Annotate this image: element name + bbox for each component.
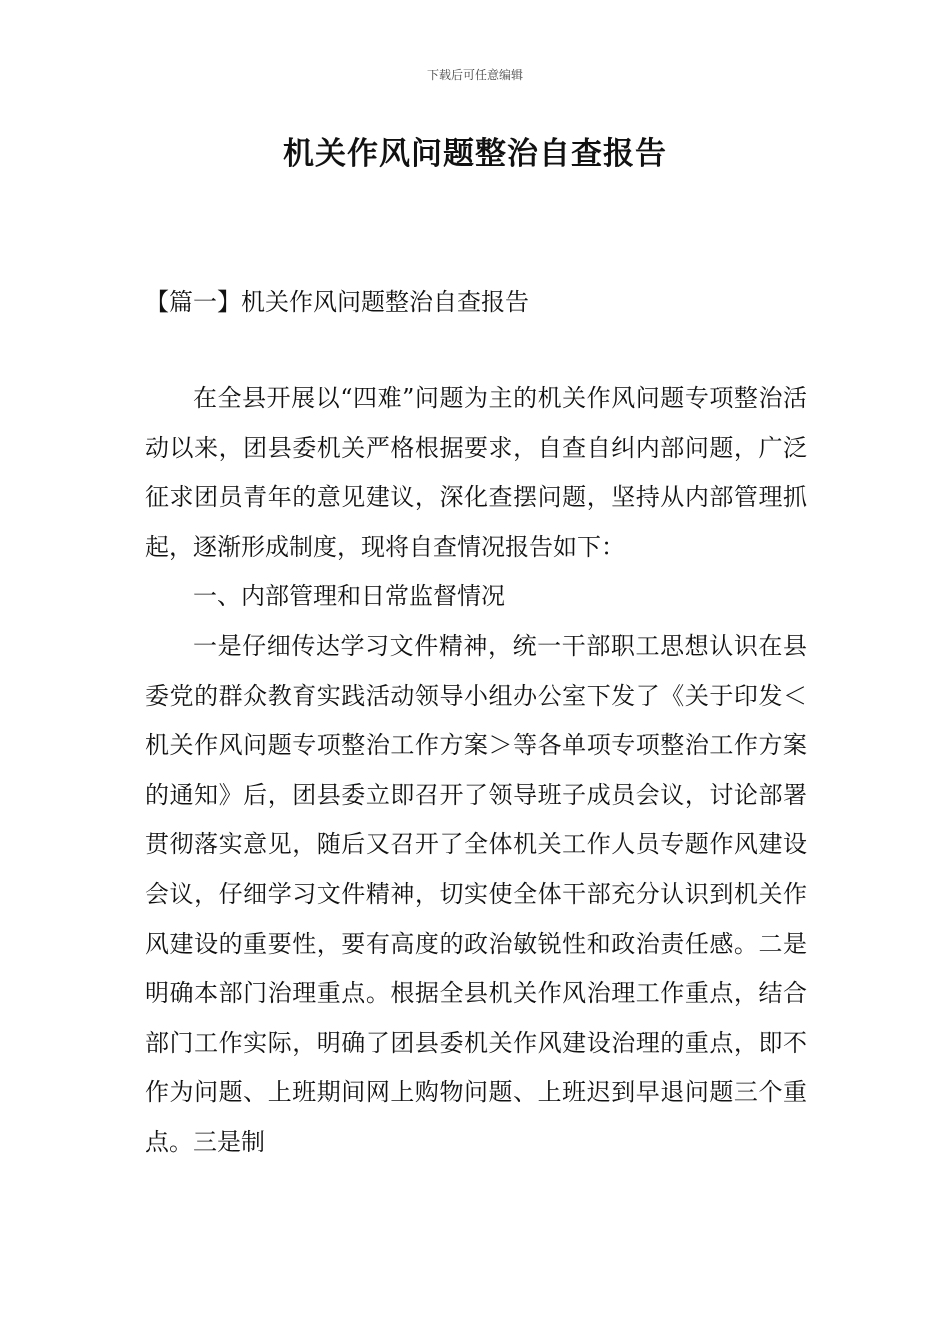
body-text bbox=[145, 374, 807, 1168]
paragraph-body: 一是仔细传达学习文件精神，统一干部职工思想认识在县委党的群众教育实践活动领导小组办公室下发了《关于印发＜机关作风问题专项整治工作方案＞等各单项专项整治工作方案的通知》后，团县委立即召开了领导班子成员会议，讨论部署贯彻落实意见，随后又召开了全体机关工作人员专题作风建设会议，仔细学习文件精神，切实使全体干部充分认识到机关作风建设的重要性，要有高度的政治敏锐性和政治责任感。二是明确本部门治理重点。根据全县机关作风治理工作重点，结合部门工作实际，明确了团县委机关作风建设治理的重点，即不作为问题、上班期间网上购物问题、上班迟到早退问题三个重点。三是制 bbox=[145, 631, 807, 1156]
document-title: 机关作风问题整治自查报告 bbox=[283, 136, 667, 172]
section-heading: 【篇一】机关作风问题整治自查报告 bbox=[145, 288, 529, 316]
paragraph-subheading: 一、内部管理和日常监督情况 bbox=[193, 582, 505, 611]
header-note: 下载后可任意编辑 bbox=[426, 68, 523, 82]
paragraph-intro: 在全县开展以“四难”问题为主的机关作风问题专项整治活动以来，团县委机关严格根据要求，自查自纠内部问题，广泛征求团员青年的意见建议，深化查摆问题，坚持从内部管理抓起，逐渐形成制度，现将自查情况报告如下： bbox=[145, 384, 807, 561]
